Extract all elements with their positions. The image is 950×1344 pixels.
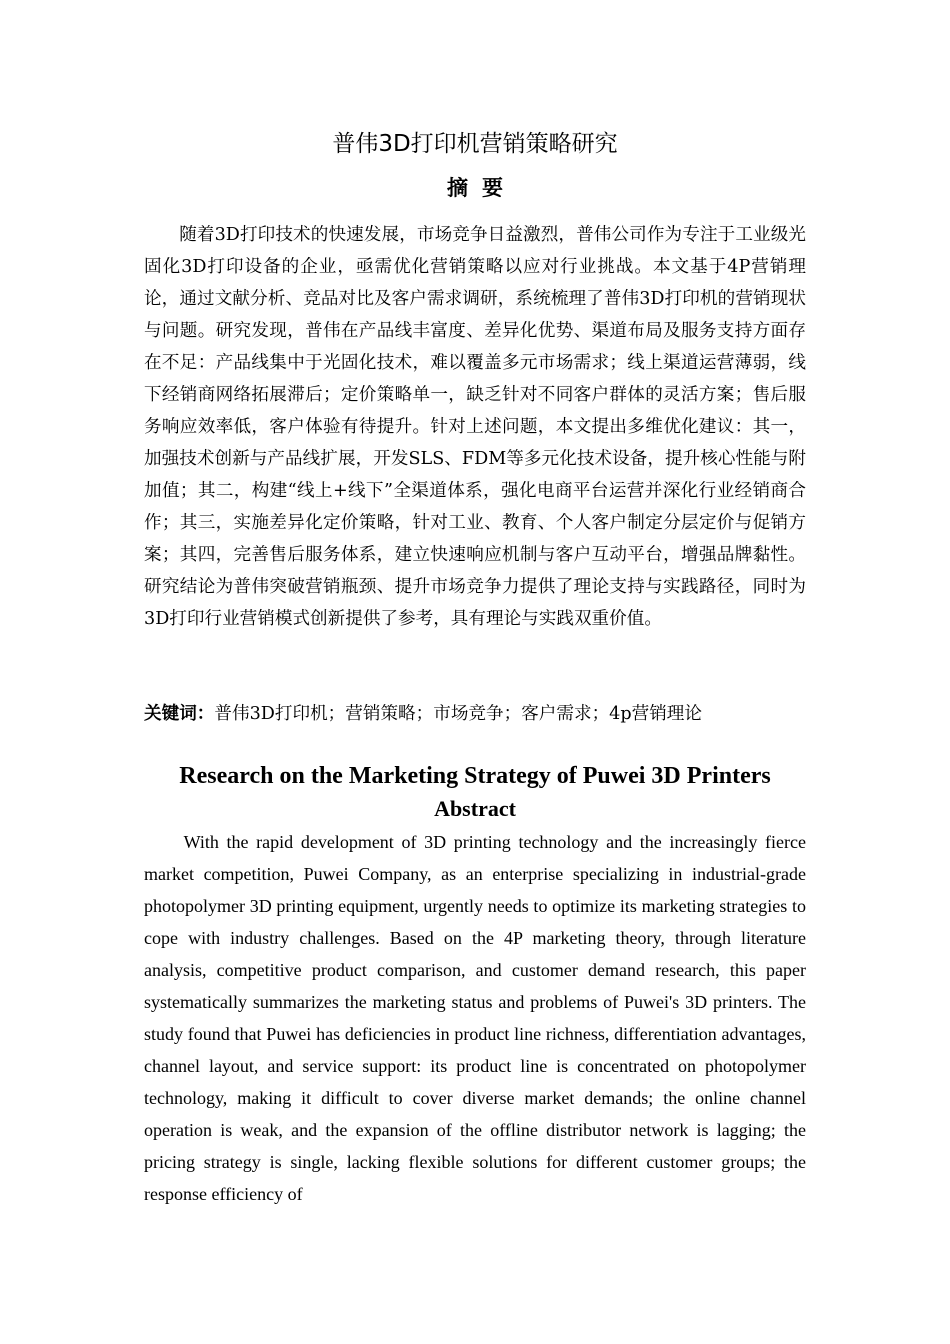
english-abstract-body: With the rapid development of 3D printing technology and the increasingly fierce market competition, Puwei Company, as an enterprise specializing in industrial-grade photopolymer 3D printing equipment, urgently needs to optimize its marketing strategies to cope with industry challenges. Based on the 4P marketing theory, through literature analysis, competitive product comparison, and customer demand research, this paper systematically summarizes the marketing status and problems of Puwei's 3D printers. The study found that Puwei has deficiencies in product line richness, differentiation advantages, channel layout, and service support: its product line is concentrated on photopolymer technology, making it difficult to cover diverse market demands; the online channel operation is weak, and the expansion of the offline distributor network is lagging; the pricing strategy is single, lacking flexible solutions for different customer groups; the response efficiency of (144, 832, 806, 1204)
english-abstract-heading: Abstract (434, 796, 516, 821)
keywords-value: 普伟3D打印机；营销策略；市场竞争；客户需求；4p营销理论 (214, 704, 702, 724)
chinese-title: 普伟3D打印机营销策略研究 (332, 131, 618, 157)
english-title: Research on the Marketing Strategy of Puwei 3D Printers (179, 763, 771, 789)
keywords-label: 关键词： (144, 704, 215, 724)
chinese-abstract-body: 随着3D打印技术的快速发展，市场竞争日益激烈，普伟公司作为专注于工业级光固化3D打印设备的企业，亟需优化营销策略以应对行业挑战。本文基于4P营销理论，通过文献分析、竞品对比及客户需求调研，系统梳理了普伟3D打印机的营销现状与问题。研究发现，普伟在产品线丰富度、差异化优势、渠道布局及服务支持方面存在不足：产品线集中于光固化技术，难以覆盖多元市场需求；线上渠道运营薄弱，线下经销商网络拓展滞后；定价策略单一，缺乏针对不同客户群体的灵活方案；售后服务响应效率低，客户体验有待提升。针对上述问题，本文提出多维优化建议：其一，加强技术创新与产品线扩展，开发SLS、FDM等多元化技术设备，提升核心性能与附加值；其二，构建“线上+线下”全渠道体系，强化电商平台运营并深化行业经销商合作；其三，实施差异化定价策略，针对工业、教育、个人客户制定分层定价与促销方案；其四，完善售后服务体系，建立快速响应机制与客户互动平台，增强品牌黏性。研究结论为普伟突破营销瓶颈、提升市场竞争力提供了理论支持与实践路径，同时为3D打印行业营销模式创新提供了参考，具有理论与实践双重价值。 (144, 225, 806, 629)
chinese-abstract-heading: 摘要 (447, 176, 517, 200)
chinese-keywords (144, 698, 806, 730)
